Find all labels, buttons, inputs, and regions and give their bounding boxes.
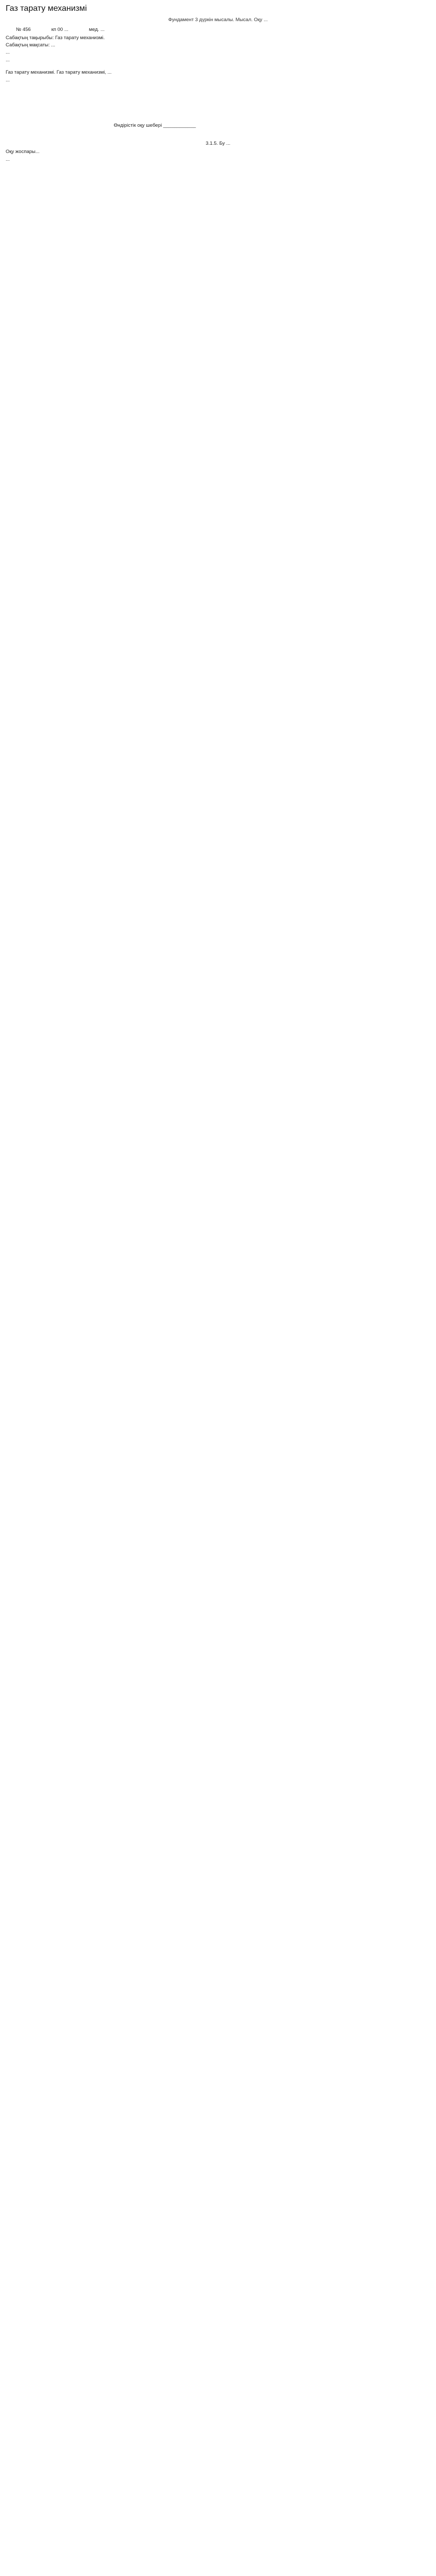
- body-paragraph: ...: [6, 77, 10, 83]
- header-mid: кп 00 ...: [51, 26, 68, 32]
- signature-block: [114, 123, 196, 129]
- section-heading: Сабақтың тақырыбы: Газ тарату механизмі.: [6, 35, 105, 41]
- section-0: [6, 35, 430, 63]
- section-line: ...: [6, 57, 10, 63]
- bottom-block: [6, 149, 430, 163]
- header-row: [6, 27, 430, 33]
- bottom-caption: 3.1.5. Бу ...: [205, 140, 231, 146]
- spacer: [6, 84, 430, 121]
- signature-label: Өндірістік оқу шебері: [114, 123, 162, 129]
- body-paragraph: Газ тарату механизмі. Газ тарату механизмі, ...: [6, 70, 112, 76]
- section-line: ...: [6, 49, 10, 56]
- footer-line: ...: [6, 156, 10, 162]
- spacer: [6, 64, 430, 70]
- subtitle-line: Фундамент 3 дүркін мысалы. Мысал. Оқу ...: [168, 17, 268, 23]
- footer-line: Оқу жоспары...: [6, 149, 40, 155]
- header-right: мед. ...: [89, 26, 105, 32]
- section-line: Сабақтың мақсаты: ...: [6, 42, 56, 48]
- signature-line: ____________: [163, 123, 196, 129]
- header-left: № 456: [16, 26, 31, 32]
- page-title: Газ тарату механизмі: [6, 4, 87, 13]
- body-paragraphs: [6, 70, 430, 83]
